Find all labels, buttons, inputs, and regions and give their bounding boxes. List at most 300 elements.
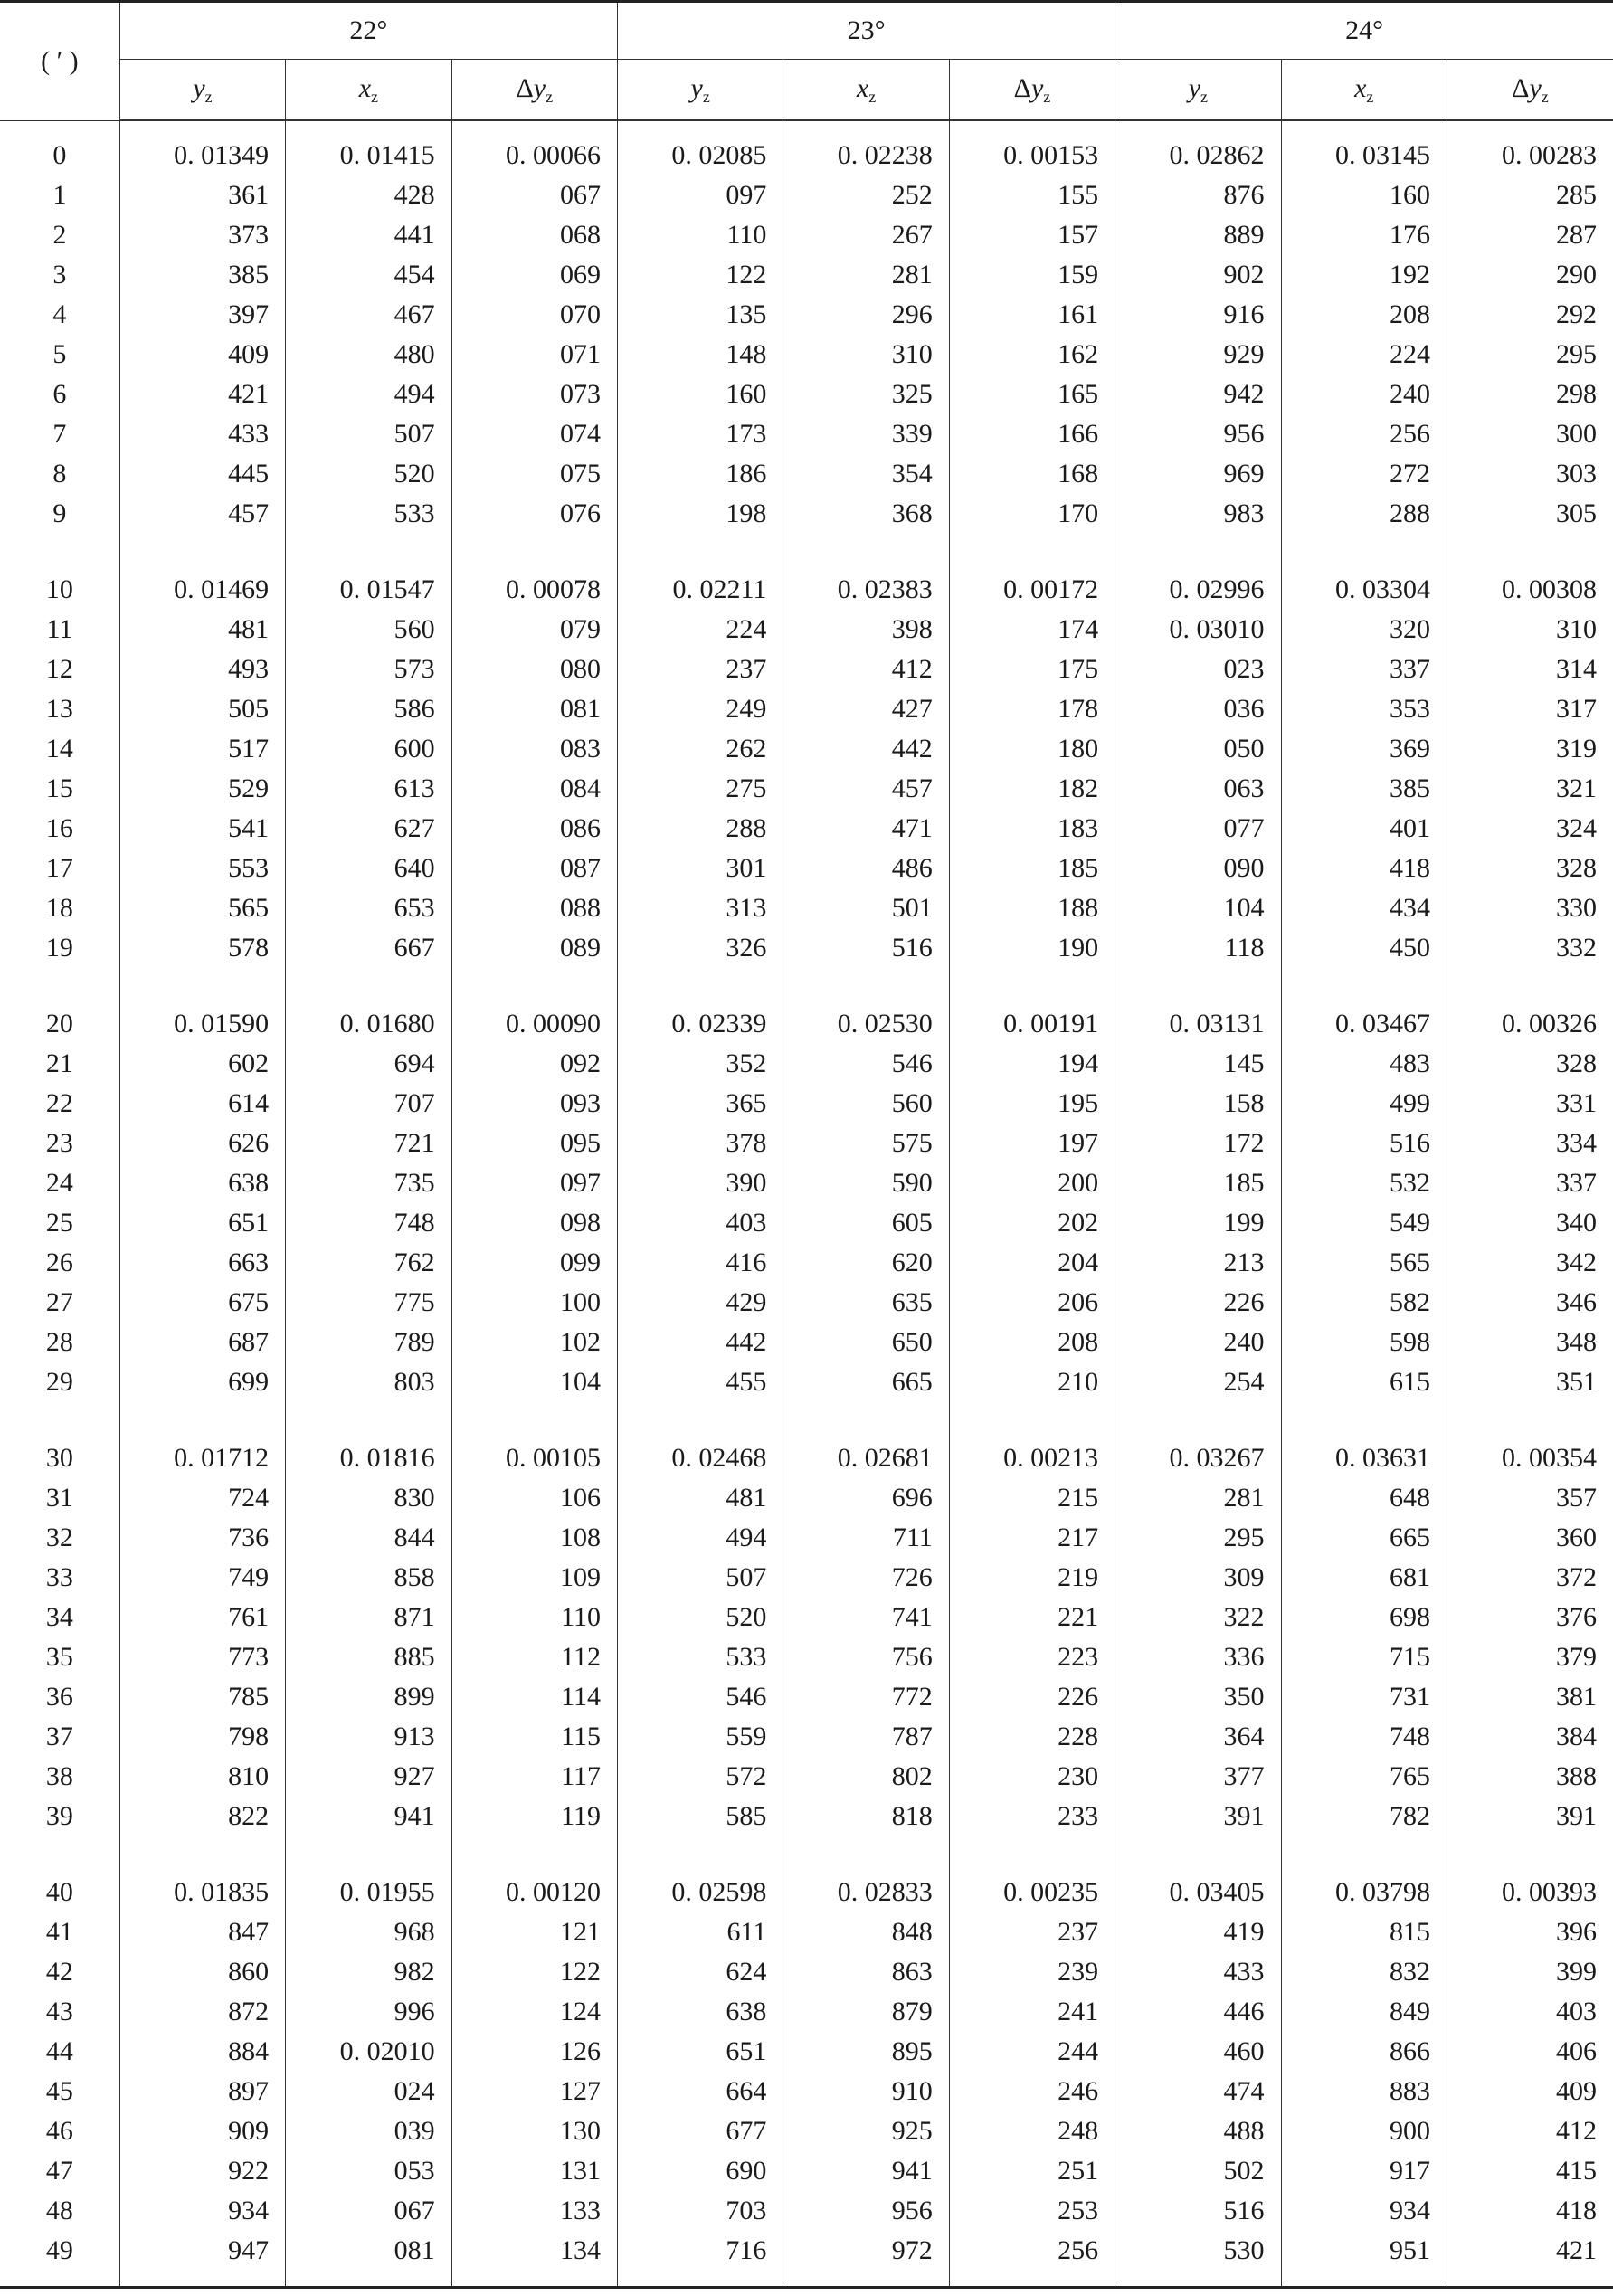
table-row bbox=[0, 1797, 1613, 1836]
table-row bbox=[0, 1004, 1613, 1044]
value-cell: 339 bbox=[783, 414, 949, 454]
spacer-row bbox=[0, 120, 1613, 136]
value-cell: 772 bbox=[783, 1677, 949, 1717]
minute-cell: 43 bbox=[45, 1997, 73, 2026]
value-cell: 176 bbox=[1281, 215, 1447, 255]
table-row bbox=[0, 494, 1613, 534]
value-cell: 696 bbox=[783, 1478, 949, 1518]
value-cell: 488 bbox=[1115, 2111, 1281, 2151]
value-cell: 385 bbox=[119, 255, 285, 295]
table-row bbox=[0, 689, 1613, 729]
minute-cell: 6 bbox=[52, 379, 67, 409]
subscript: z bbox=[204, 87, 213, 106]
subscript: z bbox=[1366, 87, 1374, 106]
value-cell: 050 bbox=[1115, 729, 1281, 769]
value-cell: 889 bbox=[1115, 215, 1281, 255]
value-cell: 244 bbox=[949, 2032, 1115, 2072]
value-cell: 131 bbox=[451, 2151, 617, 2191]
value-cell: 208 bbox=[1281, 295, 1447, 335]
value-cell: 651 bbox=[119, 1203, 285, 1243]
table-row bbox=[0, 1717, 1613, 1757]
table-row bbox=[0, 570, 1613, 610]
value-cell: 433 bbox=[1115, 1952, 1281, 1992]
value-cell: 178 bbox=[949, 689, 1115, 729]
value-cell: 237 bbox=[949, 1912, 1115, 1952]
value-cell: 0. 02238 bbox=[783, 136, 949, 176]
value-cell: 224 bbox=[1281, 335, 1447, 375]
value-cell: 520 bbox=[617, 1598, 783, 1637]
value-cell: 256 bbox=[1281, 414, 1447, 454]
value-cell: 0. 00120 bbox=[451, 1873, 617, 1912]
value-cell: 876 bbox=[1115, 176, 1281, 215]
value-cell: 716 bbox=[617, 2231, 783, 2271]
value-cell: 450 bbox=[1281, 928, 1447, 968]
value-cell: 331 bbox=[1447, 1084, 1613, 1124]
value-cell: 0. 00153 bbox=[949, 136, 1115, 176]
minute-cell: 0 bbox=[52, 140, 67, 170]
table-row bbox=[0, 375, 1613, 414]
minute-cell: 40 bbox=[45, 1877, 73, 1907]
value-cell: 256 bbox=[949, 2231, 1115, 2271]
value-cell: 651 bbox=[617, 2032, 783, 2072]
value-cell: 317 bbox=[1447, 689, 1613, 729]
value-cell: 287 bbox=[1447, 215, 1613, 255]
value-cell: 281 bbox=[783, 255, 949, 295]
subscript: z bbox=[1043, 87, 1051, 106]
value-cell: 635 bbox=[783, 1283, 949, 1323]
value-cell: 0. 00172 bbox=[949, 570, 1115, 610]
value-cell: 127 bbox=[451, 2072, 617, 2111]
table-row bbox=[0, 1478, 1613, 1518]
value-cell: 090 bbox=[1115, 849, 1281, 888]
value-cell: 334 bbox=[1447, 1124, 1613, 1163]
value-cell: 941 bbox=[286, 1797, 451, 1836]
value-cell: 707 bbox=[286, 1084, 451, 1124]
minute-cell: 7 bbox=[52, 419, 67, 449]
minute-cell: 41 bbox=[45, 1917, 73, 1947]
value-cell: 204 bbox=[949, 1243, 1115, 1283]
value-cell: 290 bbox=[1447, 255, 1613, 295]
value-cell: 585 bbox=[617, 1797, 783, 1836]
value-cell: 418 bbox=[1281, 849, 1447, 888]
value-cell: 0. 03798 bbox=[1281, 1873, 1447, 1912]
minute-cell: 16 bbox=[45, 813, 73, 843]
table-row bbox=[0, 295, 1613, 335]
value-cell: 354 bbox=[783, 454, 949, 494]
value-cell: 922 bbox=[119, 2151, 285, 2191]
value-cell: 481 bbox=[617, 1478, 783, 1518]
value-cell: 969 bbox=[1115, 454, 1281, 494]
value-cell: 832 bbox=[1281, 1952, 1447, 1992]
value-cell: 288 bbox=[1281, 494, 1447, 534]
value-cell: 365 bbox=[617, 1084, 783, 1124]
value-cell: 884 bbox=[119, 2032, 285, 2072]
value-cell: 310 bbox=[783, 335, 949, 375]
angle-header-24: 24° bbox=[1115, 2, 1613, 60]
value-cell: 337 bbox=[1447, 1163, 1613, 1203]
value-cell: 104 bbox=[451, 1362, 617, 1402]
value-cell: 457 bbox=[783, 769, 949, 809]
value-cell: 346 bbox=[1447, 1283, 1613, 1323]
value-cell: 844 bbox=[286, 1518, 451, 1558]
table-row bbox=[0, 1558, 1613, 1598]
value-cell: 135 bbox=[617, 295, 783, 335]
value-cell: 553 bbox=[119, 849, 285, 888]
value-cell: 161 bbox=[949, 295, 1115, 335]
subheader-yz-0 bbox=[119, 60, 285, 121]
minute-cell: 11 bbox=[46, 614, 73, 644]
value-cell: 830 bbox=[286, 1478, 451, 1518]
minute-cell: 33 bbox=[45, 1562, 73, 1592]
value-cell: 0. 02211 bbox=[617, 570, 783, 610]
value-cell: 421 bbox=[119, 375, 285, 414]
value-cell: 330 bbox=[1447, 888, 1613, 928]
value-cell: 494 bbox=[617, 1518, 783, 1558]
variable-symbol: y bbox=[1529, 72, 1542, 103]
value-cell: 615 bbox=[1281, 1362, 1447, 1402]
table-row bbox=[0, 769, 1613, 809]
table-row bbox=[0, 2151, 1613, 2191]
value-cell: 326 bbox=[617, 928, 783, 968]
value-cell: 516 bbox=[1115, 2191, 1281, 2231]
value-cell: 310 bbox=[1447, 610, 1613, 650]
table-row bbox=[0, 414, 1613, 454]
value-cell: 546 bbox=[783, 1044, 949, 1084]
value-cell: 172 bbox=[1115, 1124, 1281, 1163]
value-cell: 348 bbox=[1447, 1323, 1613, 1362]
value-cell: 155 bbox=[949, 176, 1115, 215]
value-cell: 474 bbox=[1115, 2072, 1281, 2111]
value-cell: 378 bbox=[617, 1124, 783, 1163]
value-cell: 159 bbox=[949, 255, 1115, 295]
value-cell: 228 bbox=[949, 1717, 1115, 1757]
value-cell: 122 bbox=[451, 1952, 617, 1992]
variable-symbol: y bbox=[193, 72, 205, 103]
value-cell: 442 bbox=[783, 729, 949, 769]
value-cell: 353 bbox=[1281, 689, 1447, 729]
value-cell: 879 bbox=[783, 1992, 949, 2032]
value-cell: 112 bbox=[451, 1637, 617, 1677]
value-cell: 226 bbox=[1115, 1283, 1281, 1323]
value-cell: 532 bbox=[1281, 1163, 1447, 1203]
value-cell: 499 bbox=[1281, 1084, 1447, 1124]
value-cell: 698 bbox=[1281, 1598, 1447, 1637]
table-row bbox=[0, 1243, 1613, 1283]
value-cell: 895 bbox=[783, 2032, 949, 2072]
value-cell: 638 bbox=[617, 1992, 783, 2032]
value-cell: 0. 02681 bbox=[783, 1438, 949, 1478]
minute-cell: 20 bbox=[45, 1009, 73, 1039]
value-cell: 110 bbox=[617, 215, 783, 255]
value-cell: 067 bbox=[451, 176, 617, 215]
value-cell: 690 bbox=[617, 2151, 783, 2191]
value-cell: 483 bbox=[1281, 1044, 1447, 1084]
table-row bbox=[0, 1677, 1613, 1717]
value-cell: 379 bbox=[1447, 1637, 1613, 1677]
value-cell: 578 bbox=[119, 928, 285, 968]
minute-cell: 14 bbox=[45, 734, 73, 764]
value-cell: 863 bbox=[783, 1952, 949, 1992]
value-cell: 097 bbox=[617, 176, 783, 215]
value-cell: 560 bbox=[783, 1084, 949, 1124]
value-cell: 319 bbox=[1447, 729, 1613, 769]
value-cell: 252 bbox=[783, 176, 949, 215]
value-cell: 213 bbox=[1115, 1243, 1281, 1283]
value-cell: 079 bbox=[451, 610, 617, 650]
value-cell: 364 bbox=[1115, 1717, 1281, 1757]
value-cell: 917 bbox=[1281, 2151, 1447, 2191]
value-cell: 972 bbox=[783, 2231, 949, 2271]
table-row bbox=[0, 215, 1613, 255]
value-cell: 145 bbox=[1115, 1044, 1281, 1084]
value-cell: 077 bbox=[1115, 809, 1281, 849]
value-cell: 115 bbox=[451, 1717, 617, 1757]
value-cell: 206 bbox=[949, 1283, 1115, 1323]
minute-cell: 24 bbox=[45, 1168, 73, 1198]
table-row bbox=[0, 2231, 1613, 2271]
value-cell: 126 bbox=[451, 2032, 617, 2072]
value-cell: 0. 03467 bbox=[1281, 1004, 1447, 1044]
value-cell: 761 bbox=[119, 1598, 285, 1637]
value-cell: 303 bbox=[1447, 454, 1613, 494]
value-cell: 529 bbox=[119, 769, 285, 809]
subscript: z bbox=[546, 87, 554, 106]
value-cell: 221 bbox=[949, 1598, 1115, 1637]
value-cell: 664 bbox=[617, 2072, 783, 2111]
value-cell: 460 bbox=[1115, 2032, 1281, 2072]
table-row bbox=[0, 1084, 1613, 1124]
value-cell: 429 bbox=[617, 1283, 783, 1323]
value-cell: 0. 00283 bbox=[1447, 136, 1613, 176]
value-cell: 481 bbox=[119, 610, 285, 650]
value-cell: 773 bbox=[119, 1637, 285, 1677]
value-cell: 613 bbox=[286, 769, 451, 809]
value-cell: 848 bbox=[783, 1912, 949, 1952]
table-row bbox=[0, 2111, 1613, 2151]
spacer-row bbox=[0, 2271, 1613, 2288]
value-cell: 309 bbox=[1115, 1558, 1281, 1598]
value-cell: 0. 03010 bbox=[1115, 610, 1281, 650]
minute-cell: 22 bbox=[45, 1088, 73, 1118]
value-cell: 162 bbox=[949, 335, 1115, 375]
value-cell: 185 bbox=[1115, 1163, 1281, 1203]
minute-cell: 48 bbox=[45, 2196, 73, 2225]
subscript: z bbox=[371, 87, 379, 106]
spacer-row bbox=[0, 1402, 1613, 1438]
value-cell: 703 bbox=[617, 2191, 783, 2231]
value-cell: 272 bbox=[1281, 454, 1447, 494]
value-cell: 119 bbox=[451, 1797, 617, 1836]
minute-cell: 3 bbox=[52, 260, 67, 289]
value-cell: 406 bbox=[1447, 2032, 1613, 2072]
value-cell: 872 bbox=[119, 1992, 285, 2032]
value-cell: 063 bbox=[1115, 769, 1281, 809]
value-cell: 736 bbox=[119, 1518, 285, 1558]
value-cell: 665 bbox=[1281, 1518, 1447, 1558]
value-cell: 667 bbox=[286, 928, 451, 968]
value-cell: 202 bbox=[949, 1203, 1115, 1243]
value-cell: 428 bbox=[286, 176, 451, 215]
value-cell: 106 bbox=[451, 1478, 617, 1518]
minute-cell: 42 bbox=[45, 1957, 73, 1987]
minute-cell: 4 bbox=[52, 299, 67, 329]
value-cell: 165 bbox=[949, 375, 1115, 414]
value-cell: 298 bbox=[1447, 375, 1613, 414]
minute-cell: 26 bbox=[45, 1248, 73, 1277]
value-cell: 086 bbox=[451, 809, 617, 849]
minute-cell: 38 bbox=[45, 1761, 73, 1791]
value-cell: 288 bbox=[617, 809, 783, 849]
value-cell: 301 bbox=[617, 849, 783, 888]
value-cell: 324 bbox=[1447, 809, 1613, 849]
variable-symbol: y bbox=[1030, 72, 1044, 103]
value-cell: 598 bbox=[1281, 1323, 1447, 1362]
delta-symbol: Δ bbox=[516, 72, 534, 103]
value-cell: 787 bbox=[783, 1717, 949, 1757]
value-cell: 445 bbox=[119, 454, 285, 494]
value-cell: 818 bbox=[783, 1797, 949, 1836]
value-cell: 640 bbox=[286, 849, 451, 888]
spacer-row bbox=[0, 1836, 1613, 1873]
table-row bbox=[0, 809, 1613, 849]
value-cell: 441 bbox=[286, 215, 451, 255]
table-row bbox=[0, 1124, 1613, 1163]
subheader-xz-0 bbox=[286, 60, 451, 121]
value-cell: 724 bbox=[119, 1478, 285, 1518]
value-cell: 182 bbox=[949, 769, 1115, 809]
minute-cell: 37 bbox=[45, 1722, 73, 1751]
value-cell: 741 bbox=[783, 1598, 949, 1637]
subscript: z bbox=[702, 87, 710, 106]
value-cell: 076 bbox=[451, 494, 617, 534]
value-cell: 412 bbox=[783, 650, 949, 689]
value-cell: 117 bbox=[451, 1757, 617, 1797]
subscript: z bbox=[1200, 87, 1209, 106]
value-cell: 934 bbox=[119, 2191, 285, 2231]
value-cell: 300 bbox=[1447, 414, 1613, 454]
value-cell: 391 bbox=[1447, 1797, 1613, 1836]
value-cell: 350 bbox=[1115, 1677, 1281, 1717]
value-cell: 565 bbox=[1281, 1243, 1447, 1283]
value-cell: 419 bbox=[1115, 1912, 1281, 1952]
value-cell: 328 bbox=[1447, 849, 1613, 888]
value-cell: 200 bbox=[949, 1163, 1115, 1203]
minute-cell: 36 bbox=[45, 1682, 73, 1712]
value-cell: 624 bbox=[617, 1952, 783, 1992]
value-cell: 396 bbox=[1447, 1912, 1613, 1952]
minute-cell: 1 bbox=[52, 180, 67, 210]
value-cell: 158 bbox=[1115, 1084, 1281, 1124]
value-cell: 866 bbox=[1281, 2032, 1447, 2072]
value-cell: 073 bbox=[451, 375, 617, 414]
value-cell: 180 bbox=[949, 729, 1115, 769]
value-cell: 217 bbox=[949, 1518, 1115, 1558]
table-row bbox=[0, 1203, 1613, 1243]
value-cell: 590 bbox=[783, 1163, 949, 1203]
value-cell: 397 bbox=[119, 295, 285, 335]
minute-cell: 17 bbox=[45, 853, 73, 883]
angle-header-23: 23° bbox=[617, 2, 1115, 60]
value-cell: 254 bbox=[1115, 1362, 1281, 1402]
value-cell: 415 bbox=[1447, 2151, 1613, 2191]
value-cell: 798 bbox=[119, 1717, 285, 1757]
value-cell: 530 bbox=[1115, 2231, 1281, 2271]
table-row bbox=[0, 2032, 1613, 2072]
minute-cell: 49 bbox=[45, 2235, 73, 2265]
value-cell: 102 bbox=[451, 1323, 617, 1362]
minute-cell: 25 bbox=[45, 1208, 73, 1238]
value-cell: 941 bbox=[783, 2151, 949, 2191]
variable-symbol: y bbox=[533, 72, 546, 103]
minute-cell: 21 bbox=[45, 1048, 73, 1078]
value-cell: 785 bbox=[119, 1677, 285, 1717]
table-row bbox=[0, 2191, 1613, 2231]
value-cell: 197 bbox=[949, 1124, 1115, 1163]
variable-symbol: x bbox=[1354, 72, 1367, 103]
table-row bbox=[0, 1518, 1613, 1558]
table-row bbox=[0, 650, 1613, 689]
value-cell: 929 bbox=[1115, 335, 1281, 375]
value-cell: 409 bbox=[119, 335, 285, 375]
value-cell: 336 bbox=[1115, 1637, 1281, 1677]
value-cell: 480 bbox=[286, 335, 451, 375]
value-cell: 735 bbox=[286, 1163, 451, 1203]
value-cell: 546 bbox=[617, 1677, 783, 1717]
value-cell: 369 bbox=[1281, 729, 1447, 769]
value-cell: 251 bbox=[949, 2151, 1115, 2191]
table-header bbox=[0, 2, 1613, 121]
value-cell: 982 bbox=[286, 1952, 451, 1992]
minute-cell: 27 bbox=[45, 1287, 73, 1317]
minute-cell: 39 bbox=[45, 1801, 73, 1831]
value-cell: 097 bbox=[451, 1163, 617, 1203]
table-row bbox=[0, 136, 1613, 176]
value-cell: 620 bbox=[783, 1243, 949, 1283]
value-cell: 342 bbox=[1447, 1243, 1613, 1283]
value-cell: 731 bbox=[1281, 1677, 1447, 1717]
value-cell: 099 bbox=[451, 1243, 617, 1283]
value-cell: 0. 02383 bbox=[783, 570, 949, 610]
value-cell: 053 bbox=[286, 2151, 451, 2191]
value-cell: 246 bbox=[949, 2072, 1115, 2111]
value-cell: 340 bbox=[1447, 1203, 1613, 1243]
value-cell: 749 bbox=[119, 1558, 285, 1598]
variable-symbol: y bbox=[690, 72, 703, 103]
subheader-delta-yz-1 bbox=[949, 60, 1115, 121]
value-cell: 956 bbox=[783, 2191, 949, 2231]
value-cell: 910 bbox=[783, 2072, 949, 2111]
value-cell: 715 bbox=[1281, 1637, 1447, 1677]
value-cell: 219 bbox=[949, 1558, 1115, 1598]
value-cell: 198 bbox=[617, 494, 783, 534]
value-cell: 241 bbox=[949, 1992, 1115, 2032]
value-cell: 0. 00105 bbox=[451, 1438, 617, 1478]
value-cell: 885 bbox=[286, 1637, 451, 1677]
value-cell: 195 bbox=[949, 1084, 1115, 1124]
value-cell: 183 bbox=[949, 809, 1115, 849]
value-cell: 110 bbox=[451, 1598, 617, 1637]
value-cell: 0. 01955 bbox=[286, 1873, 451, 1912]
table-row bbox=[0, 335, 1613, 375]
value-cell: 262 bbox=[617, 729, 783, 769]
value-cell: 968 bbox=[286, 1912, 451, 1952]
table-row bbox=[0, 888, 1613, 928]
value-cell: 983 bbox=[1115, 494, 1281, 534]
value-cell: 533 bbox=[286, 494, 451, 534]
value-cell: 681 bbox=[1281, 1558, 1447, 1598]
value-cell: 900 bbox=[1281, 2111, 1447, 2151]
table-row bbox=[0, 928, 1613, 968]
